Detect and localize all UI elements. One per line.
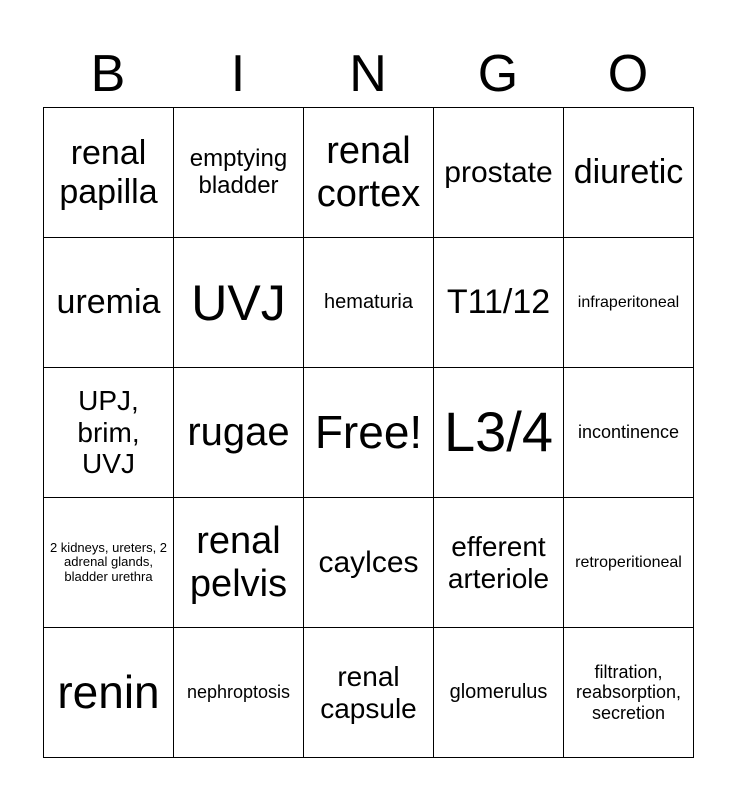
header-letter-o: O (607, 45, 649, 103)
grid-row (44, 628, 694, 758)
bingo-cell: incontinence (564, 368, 694, 498)
bingo-cell: renal papilla (44, 108, 174, 238)
header-letter-g: G (477, 45, 519, 103)
bingo-cell: renal cortex (304, 108, 434, 238)
bingo-cell: UVJ (174, 238, 304, 368)
header-letter-i: I (230, 45, 246, 103)
bingo-cell: 2 kidneys, ureters, 2 adrenal glands, bladder urethra (44, 498, 174, 628)
bingo-cell: L3/4 (434, 368, 564, 498)
grid-row (44, 108, 694, 238)
grid-row (44, 238, 694, 368)
bingo-cell: renal pelvis (174, 498, 304, 628)
bingo-cell: diuretic (564, 108, 694, 238)
bingo-header (43, 44, 693, 104)
header-letter-b: B (90, 45, 126, 103)
bingo-grid (43, 107, 694, 758)
bingo-cell: uremia (44, 238, 174, 368)
bingo-cell: efferent arteriole (434, 498, 564, 628)
bingo-cell-free: Free! (304, 368, 434, 498)
bingo-cell: hematuria (304, 238, 434, 368)
bingo-cell: UPJ, brim, UVJ (44, 368, 174, 498)
bingo-cell: renin (44, 628, 174, 758)
bingo-cell: emptying bladder (174, 108, 304, 238)
bingo-cell: renal capsule (304, 628, 434, 758)
bingo-cell: T11/12 (434, 238, 564, 368)
bingo-cell: rugae (174, 368, 304, 498)
bingo-cell: glomerulus (434, 628, 564, 758)
bingo-cell: caylces (304, 498, 434, 628)
bingo-cell: retroperitioneal (564, 498, 694, 628)
bingo-cell: infraperitoneal (564, 238, 694, 368)
bingo-cell: prostate (434, 108, 564, 238)
grid-row (44, 498, 694, 628)
header-letter-n: N (349, 45, 387, 103)
bingo-cell: filtration, reabsorption, secretion (564, 628, 694, 758)
bingo-cell: nephroptosis (174, 628, 304, 758)
grid-row (44, 368, 694, 498)
